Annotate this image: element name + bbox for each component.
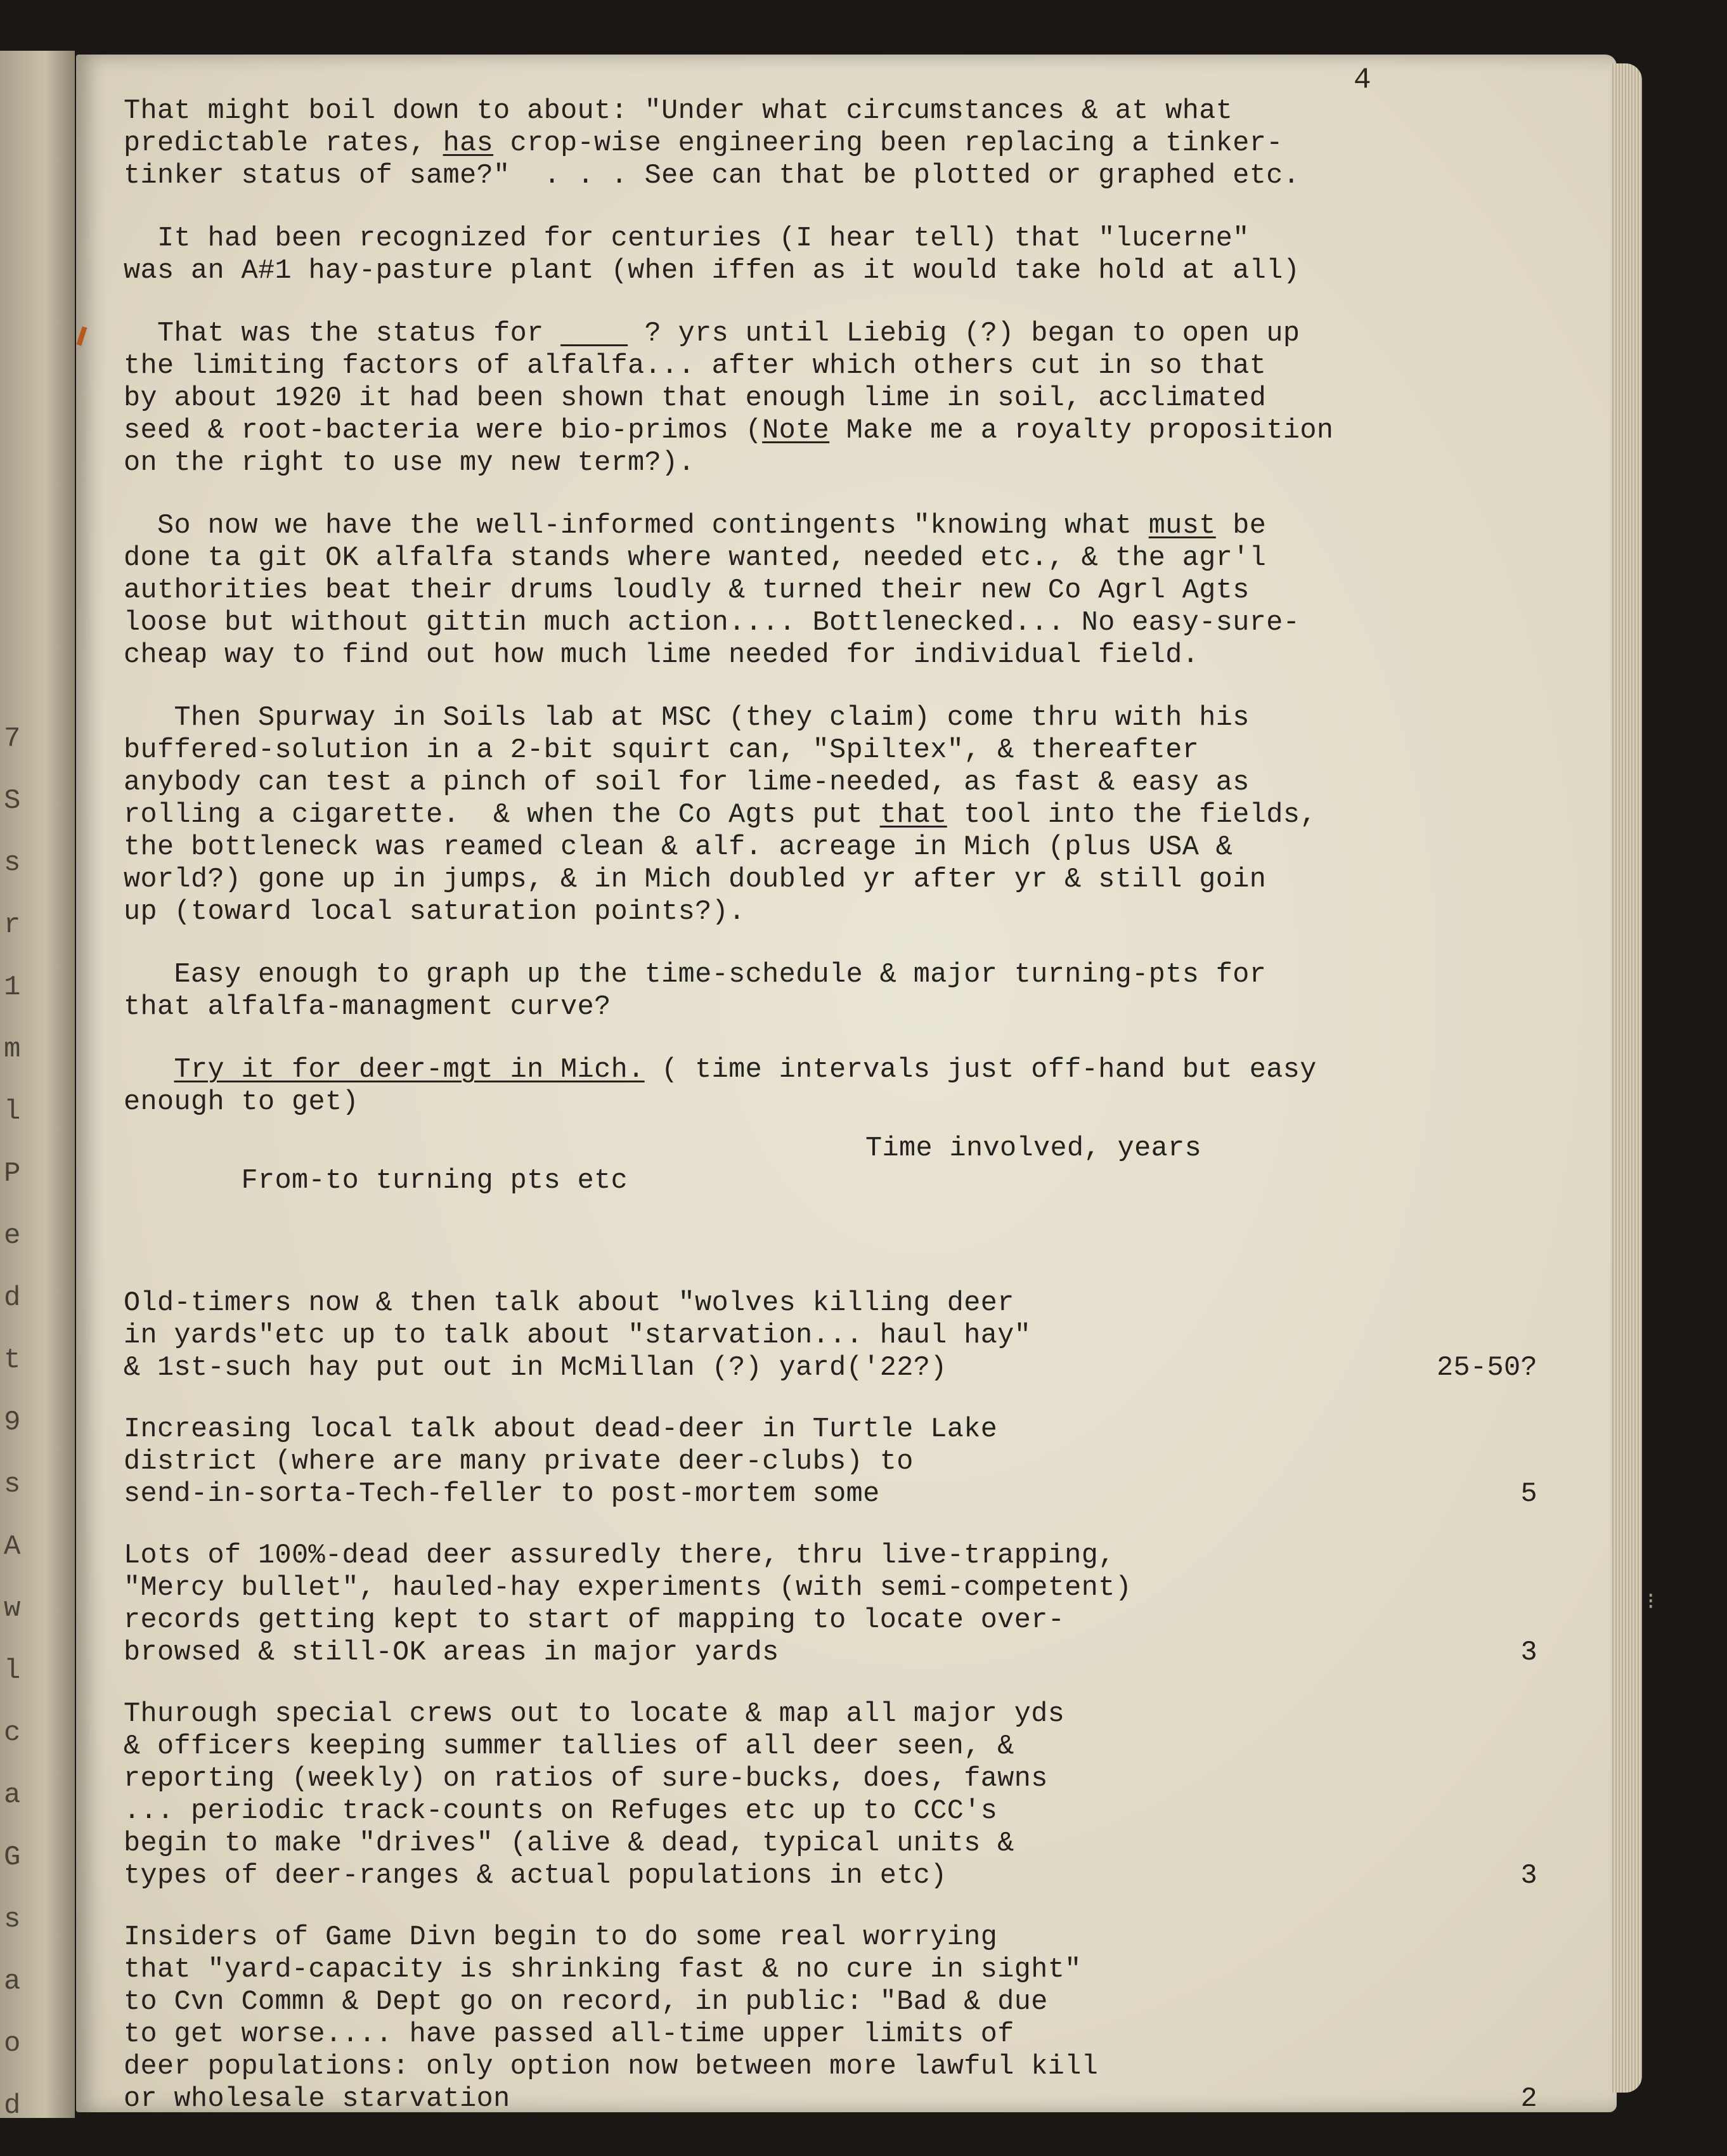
left-page-fragment: m	[4, 1034, 21, 1065]
table-row	[124, 1698, 1537, 1892]
left-page-fragment: d	[4, 2090, 21, 2122]
row-description-line: in yards"etc up to talk about "starvation... haul hay"	[124, 1320, 1032, 1351]
text-segment	[124, 1055, 174, 1086]
left-page-fragment: d	[4, 1282, 21, 1314]
text-line	[124, 639, 1537, 672]
row-description-line: Old-timers now & then talk about "wolves killing deer	[124, 1288, 1014, 1319]
row-description-line: & 1st-such hay put out in McMillan (?) yard('22?)	[124, 1353, 947, 1384]
document-body	[124, 95, 1537, 2145]
page-number: 4	[1354, 63, 1371, 96]
text-segment: authorities beat their drums loudly & turned their new Co Agrl Agts	[124, 575, 1250, 606]
text-segment: buffered-solution in a 2-bit squirt can, "Spiltex", & thereafter	[124, 735, 1200, 766]
row-description-line: to Cvn Commn & Dept go on record, in public: "Bad & due	[124, 1987, 1048, 2018]
text-segment: anybody can test a pinch of soil for lime-needed, as fast & easy as	[124, 767, 1250, 798]
left-page-fragment: S	[4, 785, 21, 817]
text-line	[124, 510, 1537, 542]
row-description-line: Insiders of Game Divn begin to do some real worrying	[124, 1922, 998, 1953]
row-description-line: to get worse.... have passed all-time upper limits of	[124, 2019, 1014, 2050]
paragraph	[124, 959, 1537, 1023]
text-segment: So now we have the well-informed contingents "knowing what	[124, 510, 1149, 542]
table-row	[124, 1413, 1537, 1510]
text-line	[124, 896, 1537, 928]
row-description-line: Lots of 100%-dead deer assuredly there, thru live-trapping,	[124, 1540, 1115, 1571]
left-page-fragment: a	[4, 1779, 21, 1811]
row-years: 5	[1520, 1479, 1537, 1510]
text-segment: That might boil down to about: "Under what circumstances & at what	[124, 96, 1233, 127]
text-segment: It had been recognized for centuries (I hear tell) that "lucerne"	[124, 223, 1250, 254]
text-segment: tinker status of same?" . . . See can that be plotted or graphed etc.	[124, 160, 1300, 192]
text-line	[124, 734, 1537, 767]
row-description-line: district (where are many private deer-clubs) to	[124, 1446, 914, 1477]
text-line	[124, 831, 1537, 864]
left-facing-page	[0, 51, 75, 2122]
text-line	[124, 799, 1537, 831]
paragraph	[124, 318, 1537, 479]
row-description-line: "Mercy bullet", hauled-hay experiments (with semi-competent)	[124, 1573, 1132, 1604]
row-description-line: records getting kept to start of mapping to locate over-	[124, 1605, 1065, 1636]
text-line	[124, 160, 1537, 192]
paragraph	[124, 510, 1537, 672]
paragraph	[124, 702, 1537, 928]
left-page-fragment: 1	[4, 971, 21, 1003]
text-segment: Make me a royalty proposition	[829, 415, 1334, 446]
text-line	[124, 702, 1537, 734]
table-row	[124, 1921, 1537, 2115]
row-description-line: reporting (weekly) on ratios of sure-bucks, does, fawns	[124, 1763, 1048, 1795]
paragraph	[124, 95, 1537, 192]
table-header	[124, 1133, 1537, 1262]
left-page-fragment: l	[4, 1655, 21, 1687]
text-segment: cheap way to find out how much lime needed for individual field.	[124, 640, 1200, 671]
row-description-line: that "yard-capacity is shrinking fast & no cure in sight"	[124, 1954, 1082, 1985]
text-line	[124, 415, 1537, 447]
underlined-text: that	[879, 800, 947, 831]
left-page-fragment: a	[4, 1966, 21, 1997]
left-page-fragment: s	[4, 847, 21, 879]
text-line	[124, 991, 1537, 1023]
paragraph	[124, 223, 1537, 287]
text-segment: crop-wise engineering been replacing a tinker-	[493, 128, 1283, 159]
text-segment: up (toward local saturation points?).	[124, 897, 746, 928]
text-segment: the bottleneck was reamed clean & alf. acreage in Mich (plus USA &	[124, 832, 1233, 863]
text-segment: was an A#1 hay-pasture plant (when iffen as it would take hold at all)	[124, 256, 1300, 287]
paragraphs	[124, 95, 1537, 1119]
text-segment: the limiting factors of alfalfa... after which others cut in so that	[124, 351, 1267, 382]
text-line	[124, 127, 1537, 160]
left-page-fragment: w	[4, 1593, 21, 1625]
text-segment: rolling a cigarette. & when the Co Agts put	[124, 800, 880, 831]
text-line	[124, 767, 1537, 799]
text-line	[124, 255, 1537, 287]
left-page-fragment: 9	[4, 1406, 21, 1438]
row-description-line: & officers keeping summer tallies of all deer seen, &	[124, 1731, 1014, 1762]
text-segment: that alfalfa-managment curve?	[124, 992, 611, 1023]
left-page-fragment: s	[4, 1469, 21, 1500]
underlined-text: Try it for deer-mgt in Mich.	[174, 1055, 645, 1086]
text-segment: Easy enough to graph up the time-schedule & major turning-pts for	[124, 959, 1267, 990]
row-description-line: begin to make "drives" (alive & dead, typical units &	[124, 1828, 1014, 1859]
left-page-fragment: t	[4, 1344, 21, 1376]
left-page-fragment: G	[4, 1841, 21, 1873]
text-segment: done ta git OK alfalfa stands where wanted, needed etc., & the agr'l	[124, 543, 1267, 574]
text-segment: tool into the fields,	[947, 800, 1317, 831]
column-header-time: Time involved, years	[865, 1133, 1202, 1164]
table-row	[124, 1287, 1537, 1384]
text-segment: That was the status for	[124, 318, 561, 349]
text-segment: ( time intervals just off-hand but easy	[644, 1055, 1317, 1086]
underlined-text: Note	[762, 415, 830, 446]
text-segment: loose but without gittin much action.... Bottlenecked... No easy-sure-	[124, 607, 1300, 639]
text-line	[124, 864, 1537, 896]
text-line	[124, 575, 1537, 607]
text-line	[124, 318, 1537, 350]
left-page-fragment: A	[4, 1531, 21, 1562]
text-segment: be	[1215, 510, 1267, 542]
text-segment: seed & root-bacteria were bio-primos (	[124, 415, 763, 446]
table-row	[124, 1540, 1537, 1669]
left-page-fragment: P	[4, 1158, 21, 1190]
binding-mark: ⁝	[1647, 1590, 1655, 1616]
underlined-text: has	[443, 128, 494, 159]
row-years: 3	[1520, 1637, 1537, 1668]
row-description-line: send-in-sorta-Tech-feller to post-mortem some	[124, 1479, 880, 1510]
text-segment: Then Spurway in Soils lab at MSC (they claim) come thru with his	[124, 703, 1250, 734]
text-segment: predictable rates,	[124, 128, 443, 159]
row-years: 3	[1520, 1861, 1537, 1892]
left-page-fragment: r	[4, 909, 21, 941]
left-page-fragment: e	[4, 1220, 21, 1252]
text-line	[124, 542, 1537, 575]
text-line	[124, 382, 1537, 415]
row-description-line: types of deer-ranges & actual populations in etc)	[124, 1861, 947, 1892]
text-segment: enough to get)	[124, 1087, 359, 1118]
row-years: 25-50?	[1436, 1353, 1537, 1384]
left-page-fragment: l	[4, 1096, 21, 1127]
text-segment: world?) gone up in jumps, & in Mich doubled yr after yr & still goin	[124, 864, 1267, 895]
paragraph	[124, 1054, 1537, 1119]
text-segment: ? yrs until Liebig (?) began to open up	[628, 318, 1300, 349]
left-page-fragment: s	[4, 1904, 21, 1935]
row-description-line: browsed & still-OK areas in major yards	[124, 1637, 779, 1668]
row-description-line: or wholesale starvation	[124, 2084, 510, 2115]
table-entries	[124, 1287, 1537, 2115]
row-description-line: deer populations: only option now between more lawful kill	[124, 2051, 1099, 2082]
text-line	[124, 607, 1537, 639]
row-description-line: Thurough special crews out to locate & map all major yds	[124, 1699, 1065, 1730]
left-page-fragment: c	[4, 1717, 21, 1749]
underlined-text: must	[1148, 510, 1216, 542]
text-line	[124, 350, 1537, 382]
left-page-fragment: o	[4, 2028, 21, 2060]
text-line	[124, 95, 1537, 127]
left-page-fragment: 7	[4, 723, 21, 755]
row-description-line: ... periodic track-counts on Refuges etc up to CCC's	[124, 1796, 998, 1827]
column-header-turning-points: From-to turning pts etc	[191, 1166, 628, 1197]
underlined-text	[560, 318, 628, 349]
row-years: 2	[1520, 2084, 1537, 2115]
text-line	[124, 223, 1537, 255]
text-line	[124, 447, 1537, 479]
row-description-line: Increasing local talk about dead-deer in Turtle Lake	[124, 1414, 998, 1445]
page-edges	[1610, 63, 1642, 2093]
text-line	[124, 959, 1537, 991]
text-segment: on the right to use my new term?).	[124, 448, 695, 479]
text-segment: by about 1920 it had been shown that enough lime in soil, acclimated	[124, 383, 1267, 414]
text-line	[124, 1086, 1537, 1119]
text-line	[124, 1054, 1537, 1086]
